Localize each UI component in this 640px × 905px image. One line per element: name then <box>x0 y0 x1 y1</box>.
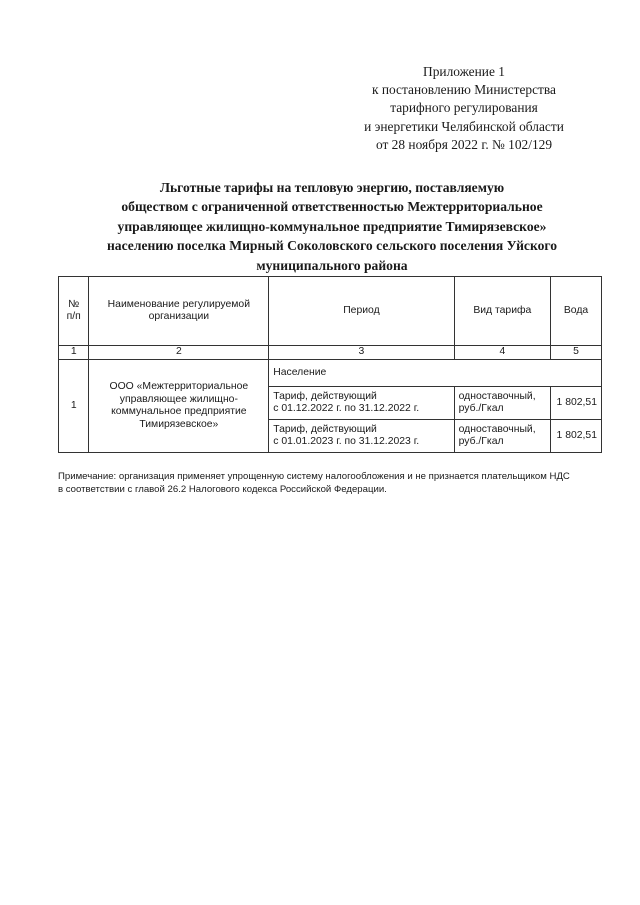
header-period: Период <box>269 277 454 346</box>
tariff-type: одноставочный, <box>458 423 536 435</box>
title-line: Льготные тарифы на тепловую энергию, поставляемую <box>159 180 505 195</box>
appendix-line: к постановлению Министерства <box>372 82 556 98</box>
appendix-line: от 28 ноября 2022 г. № 102/129 <box>375 136 553 152</box>
header-water: Вода <box>551 277 602 346</box>
column-number: 5 <box>551 346 602 360</box>
period-cell <box>269 420 454 453</box>
footnote <box>58 470 618 496</box>
header-organization: Наименование регулируемой организации <box>89 277 269 346</box>
period-label: Тариф, действующий <box>273 423 377 435</box>
tariff-type: одноставочный, <box>458 390 536 402</box>
appendix-line: Приложение 1 <box>423 64 505 79</box>
tariff-type-cell <box>454 387 550 420</box>
population-group-row <box>59 360 602 387</box>
column-numbers-row <box>59 346 602 360</box>
appendix-header <box>330 63 598 154</box>
column-number: 4 <box>454 346 550 360</box>
group-label: Население <box>269 360 602 387</box>
period-label: Тариф, действующий <box>273 390 377 402</box>
period-dates: с 01.01.2023 г. по 31.12.2023 г. <box>273 436 420 447</box>
period-dates: с 01.12.2022 г. по 31.12.2022 г. <box>273 403 420 414</box>
footnote-line: Примечание: организация применяет упрощенную систему налогообложения и не признается плательщиком НДС <box>58 471 570 482</box>
footnote-line: в соответствии с главой 26.2 Налогового кодекса Российской Федерации. <box>58 484 387 495</box>
title-line: управляющее жилищно-коммунальное предприятие Тимирязевское» <box>117 218 547 234</box>
title-line: муниципального района <box>256 257 408 273</box>
tariff-type-cell <box>454 420 550 453</box>
header-number: № п/п <box>59 277 89 346</box>
column-number: 3 <box>269 346 454 360</box>
water-value: 1 802,51 <box>551 387 602 420</box>
table-header-row <box>59 277 602 346</box>
column-number: 2 <box>89 346 269 360</box>
appendix-line: тарифного регулирования <box>390 100 538 116</box>
column-number: 1 <box>59 346 89 360</box>
period-cell <box>269 387 454 420</box>
tariff-table <box>58 276 602 453</box>
title-line: населению поселка Мирный Соколовского сельского поселения Уйского <box>106 238 558 254</box>
appendix-line: и энергетики Челябинской области <box>364 118 564 134</box>
document-title <box>62 178 602 275</box>
title-line: обществом с ограниченной ответственностью Межтерриториальное <box>121 199 543 215</box>
organization-name: ООО «Межтерриториальное управляющее жилищно-коммунальное предприятие Тимирязевское» <box>89 360 269 453</box>
tariff-unit: руб./Гкал <box>458 403 504 414</box>
header-tariff-type: Вид тарифа <box>454 277 550 346</box>
water-value: 1 802,51 <box>551 420 602 453</box>
tariff-unit: руб./Гкал <box>458 436 504 447</box>
row-number: 1 <box>59 360 89 453</box>
